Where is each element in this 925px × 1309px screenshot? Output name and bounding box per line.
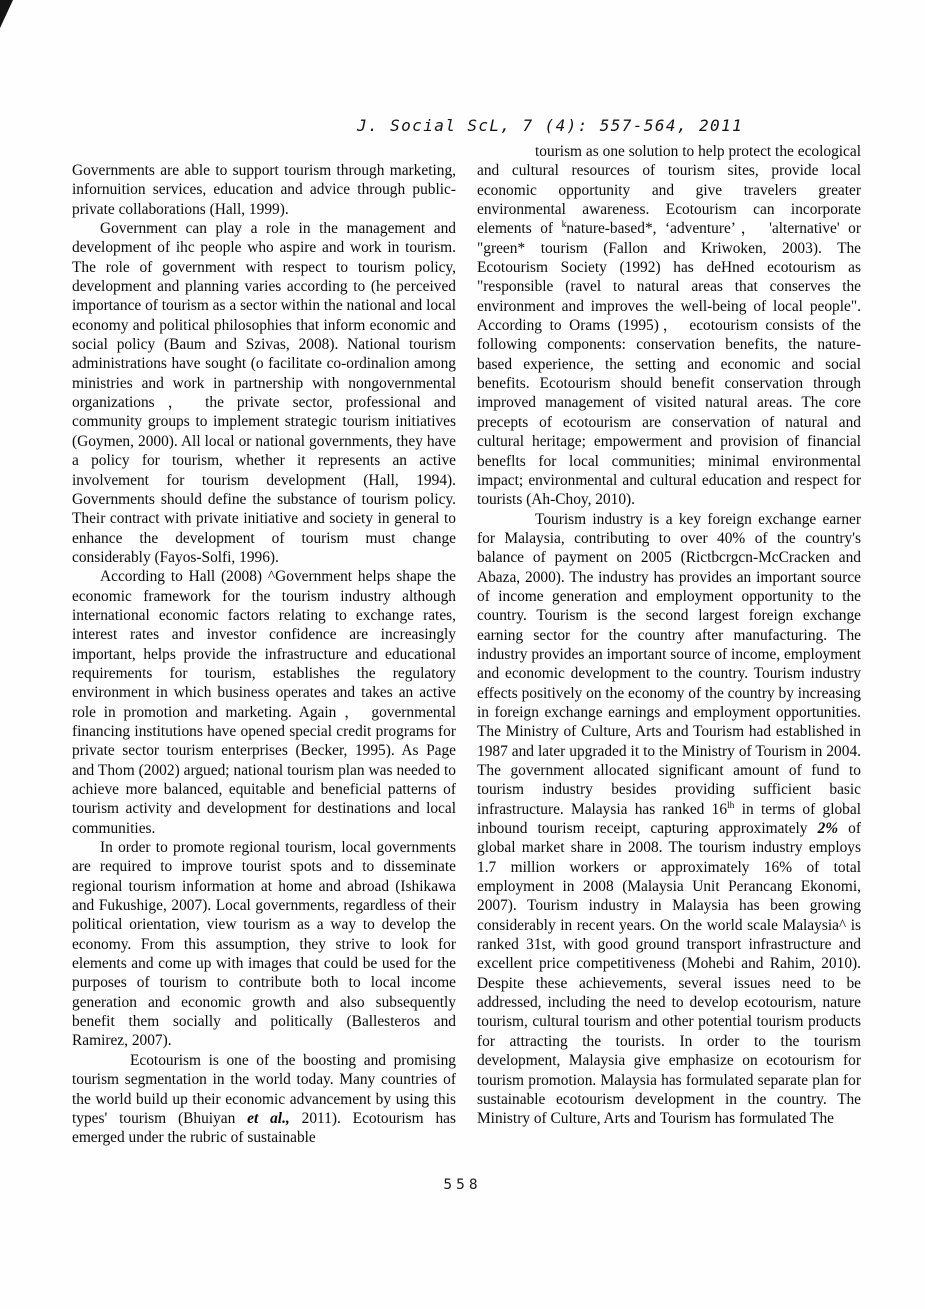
journal-header: J. Social ScL, 7 (4): 557-564, 2011 [357, 116, 744, 135]
paragraph: Governments are able to support tourism through marketing, infornuition services, education and advice through public-private collaborations (Hall, 1999). [72, 162, 456, 218]
paragraph: In order to promote regional tourism, local governments are required to improve tourist spots and to disseminate regional tourism information at home and abroad (Ishikawa and Fukushige, 2007). Local governments, regardless of their political orientation, view tourism as a way to develop the economy. From this assumption, they strive to look for elements and come up with images that could be used for the purposes of tourism to contribute both to local income generation and economic growth and also subsequently benefit them socially and politically (Ballesteros and Ramirez, 2007). [72, 839, 456, 1050]
paragraph: According to Hall (2008) ^Government helps shape the economic framework for the tourism industry although international economic factors relating to exchange rates, interest rates and investor confidence are increasingly important, helps provide the infrastructure and educational requirements for tourism, establishes the regulatory environment in which business operates and takes an active role in promotion and marketing. Again ， governmental financing institutions have opened special credit programs for private sector tourism enterprises (Becker, 1995). As Page and Thom (2002) argued; national tourism plan was needed to achieve more balanced, equitable and beneficial patterns of tourism activity and development for destinations and local communities. [72, 568, 456, 837]
page-number: 558 [443, 1177, 482, 1193]
left-column [72, 161, 456, 1148]
paragraph: Ecotourism is one of the boosting and promising tourism segmentation in the world today. Many countries of the world build up their economic advancement by using this types' tourism (Bhuiyan et al., 2011). Ecotourism has emerged under the rubric of sustainable [72, 1051, 456, 1147]
paragraph: Government can play a role in the management and development of ihc people who aspire and work in tourism. The role of government with respect to tourism policy, development and planning varies according to (he perceived importance of tourism as a sector within the national and local economy and political philosophies that inform economic and social policy (Baum and Szivas, 2008). National tourism administrations have sought (o facilitate co-ordinalion among ministries and work in partnership with nongovernmental organizations ， the private sector, professional and community groups to implement strategic tourism initiatives (Goymen, 2000). All local or national governments, they have a policy for tourism, whether it represents an active involvement for tourism development (Hall, 1994). Governments should define the substance of tourism policy. Their contract with private initiative and society in general to enhance the development of tourism must change considerably (Fayos-Solfi, 1996). [72, 220, 456, 566]
scan-corner-artifact [0, 0, 13, 28]
paragraph: tourism as one solution to help protect the ecological and cultural resources of tourism sites, provide local economic opportunity and give travelers greater environmental awareness. Ecotourism can incorporate elements of $^k$nature-based*, ‘adventure’， 'alternative' or "green* tourism (Fallon and Kriwoken, 2003). The Ecotourism Society (1992) has deHned ecotourism as "responsible (ravel to natural areas that conserves the environment and improves the well-being of local people". According to Orams (1995)， ecotourism consists of the following components: conservation benefits, the nature-based experience, the setting and economic and social benefits. Ecotourism should benefit conservation through improved management of visited natural areas. The core precepts of ecotourism are conservation of natural and cultural heritage; empowerment and provision of financial beneflts for local communities; minimal environmental impact; environmental and cultural education and respect for tourists (Ah-Choy, 2010). [477, 143, 862, 509]
right-column [477, 142, 861, 1129]
paragraph: Tourism industry is a key foreign exchange earner for Malaysia, contributing to over 40% of the country's balance of payment on 2005 (Rictbcrgcn-McCracken and Abaza, 2000). The industry has provides an important source of income generation and employment opportunity to the country. Tourism is the second largest foreign exchange earning sector for the country after manufacturing. The industry provides an important source of income, employment and economic development to the country. Tourism industry effects positively on the economy of the country by increasing in foreign exchange earnings and employment opportunities. The Ministry of Culture, Arts and Tourism had established in 1987 and later upgraded it to the Ministry of Tourism in 2004. The government allocated significant amount of fund to tourism industry besides providing sufficient basic infrastructure. Malaysia has ranked $16^{lh}$ in terms of global inbound tourism receipt, capturing approximately 2% of global market share in 2008. The tourism industry employs 1.7 million workers or approximately 16% of total employment in 2008 (Malaysia Unit Perancang Ekonomi, 2007). Tourism industry in Malaysia has been growing considerably in recent years. On the world scale Malaysia^ is ranked 31st, with good ground transport infrastructure and excellent price competitiveness (Mohebi and Rahim, 2010). Despite these achievements, several issues need to be addressed, including the need to develop ecotourism, nature tourism, cultural tourism and other potential tourism products for attracting the tourists. In order to the tourism development, Malaysia give emphasize on ecotourism for tourism promotion. Malaysia has formulated separate plan for sustainable ecotourism development in the country. The Ministry of Culture, Arts and Tourism has formulated The [477, 510, 862, 1128]
